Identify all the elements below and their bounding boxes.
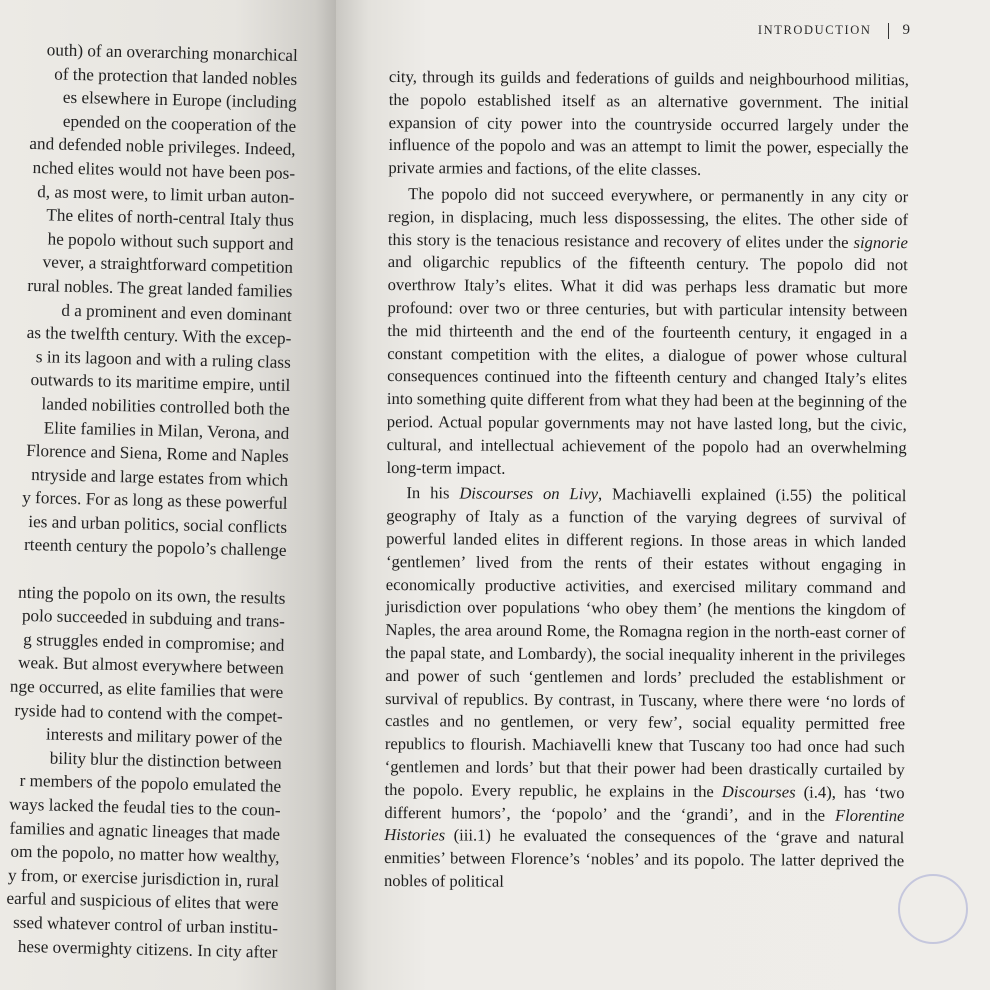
left-page-line: nge occurred, as elite families that were: [9, 676, 284, 702]
left-page-line: s in its lagoon and with a ruling class: [35, 346, 291, 372]
left-page: [0, 0, 336, 990]
left-page-text: [0, 32, 298, 964]
left-page-line: as the twelfth century. With the excep-: [26, 323, 292, 349]
paragraph-3: [384, 482, 906, 896]
left-page-line: The elites of north-central Italy thus: [46, 205, 295, 231]
right-page-body: [384, 66, 909, 896]
left-page-line: weak. But almost everywhere between: [17, 653, 285, 679]
section-title: INTRODUCTION: [757, 23, 872, 37]
left-page-line: ryside had to contend with the compet-: [14, 700, 283, 726]
left-page-line: g struggles ended in compromise; and: [23, 629, 285, 655]
paragraph-3-text-b: , Machiavelli explained (i.55) the political geography of Italy as a function of the varying degrees of survival of powerful landed elites in different regions. In those areas in which landed ‘gentlemen’ lived from the rents of their estates without engaging in economically productive activities, and exercised military command and jurisdiction over populations ‘who obey them’ (he mentions the kingdom of Naples, the area around Rome, the Romagna region in the north-east corner of the papal state, and Lombardy), the social inequality inherent in the privileges and power of such ‘gentlemen and lords’ precluded the establishment or survival of republics. By contrast, in Tuscany, where there were ‘no lords of castles and no gentlemen, or very few’, social equality permitted free republics to flourish. Machiavelli knew that Tuscany too had once had such ‘gentlemen and lords’ but that their power had been drastically curtailed by the popolo. Every republic, he explains in the: [384, 484, 907, 801]
header-divider: [888, 23, 889, 39]
left-page-line: d a prominent and even dominant: [61, 300, 293, 325]
left-page-line: om the popolo, no matter how wealthy,: [10, 841, 280, 867]
left-page-line: bility blur the distinction between: [49, 748, 282, 773]
left-page-line: earful and suspicious of elites that were: [6, 888, 279, 915]
paragraph-3-italic-2: Discourses: [721, 781, 796, 802]
page-number: 9: [902, 22, 910, 38]
running-head: [758, 22, 910, 39]
left-page-line: es elsewhere in Europe (including: [62, 87, 297, 113]
paragraph-1: [388, 66, 909, 183]
left-page-line: hese overmighty citizens. In city after: [17, 936, 278, 962]
left-page-line: interests and military power of the: [45, 724, 283, 750]
left-page-line: y from, or exercise jurisdiction in, rural: [7, 865, 280, 891]
left-page-line: of the protection that landed nobles: [54, 64, 298, 89]
left-page-line: landed nobilities controlled both the: [41, 394, 290, 419]
paragraph-3-italic-1: Discourses on Livy: [459, 483, 599, 504]
left-page-line: nting the popolo on its own, the results: [17, 582, 286, 608]
left-page-line: families and agnatic lineages that made: [9, 818, 281, 844]
paragraph-2: [386, 183, 908, 483]
paragraph-3-text-a: In his: [406, 483, 460, 503]
left-page-line: r members of the popolo emulated the: [19, 771, 282, 797]
left-page-line: polo succeeded in subduing and trans-: [21, 606, 286, 632]
left-page-line: ways lacked the feudal ties to the coun-: [8, 794, 281, 820]
left-page-line: he popolo without such support and: [47, 229, 294, 254]
left-page-line: rteenth century the popolo’s challenge: [23, 535, 287, 561]
paragraph-3-text-c: (i.4), has ‘two different humors’, the ‘popolo’ and the ‘grandi’, and in the: [384, 782, 905, 825]
left-page-line: outwards to its maritime empire, until: [30, 370, 291, 396]
right-page: [336, 0, 990, 990]
paragraph-2-text-b: and oligarchic republics of the fifteenth century. The popolo did not overthrow Italy’s elites. What it did was perhaps less dramatic but more profound: over two or three centuries, but with particular intensity between the mid thirteenth and the end of the fourteenth century, it engaged in a constant competition with the elites, a dialogue of power whose cultural consequences continued into the fifteenth century and changed Italy’s elites into something quite different from what they had been at the beginning of the period. Actual popular governments may not have lasted long, but the civic, cultural, and intellectual achievement of the popolo had an overwhelming long-term impact.: [386, 252, 908, 478]
left-page-line: ntryside and large estates from which: [31, 464, 289, 490]
paragraph-3-italic-3: Florentine Histories: [384, 805, 905, 845]
left-page-line: y forces. For as long as these powerful: [22, 488, 288, 514]
watermark-stamp: [898, 874, 968, 944]
left-page-line: ies and urban politics, social conflicts: [28, 511, 288, 537]
left-page-line: Elite families in Milan, Verona, and: [43, 417, 290, 443]
left-page-line: epended on the cooperation of the: [62, 111, 297, 136]
paragraph-2-italic: signorie: [853, 232, 908, 252]
paragraph-1-text: city, through its guilds and federations of guilds and neighbourhood militias, the popolo established itself as an alternative government. The initial expansion of city power into the countryside occurred largely under the influence of the popolo and was an attempt to limit the power, especially the private armies and factions, of the elite classes.: [388, 66, 909, 180]
left-page-line: d, as most were, to limit urban auton-: [37, 181, 295, 207]
paragraph-2-text-a: The popolo did not succeed everywhere, or permanently in any city or region, in displacing, much less dispossessing, the elites. The other side of this story is the tenacious resistance and recovery of elites under the: [387, 184, 909, 252]
left-page-line: ssed whatever control of urban institu-: [12, 912, 279, 938]
left-page-line: and defended noble privileges. Indeed,: [29, 134, 296, 160]
paragraph-3-text-d: (iii.1) he evaluated the consequences of the ‘grave and natural enmities’ between Florence’s ‘nobles’ and its popolo. The latter deprived the nobles of political: [383, 825, 905, 891]
left-page-line: Florence and Siena, Rome and Naples: [25, 441, 289, 466]
left-page-line: nched elites would not have been pos-: [32, 157, 296, 183]
left-page-line: outh) of an overarching monarchical: [46, 40, 298, 65]
left-page-line: vever, a straightforward competition: [42, 252, 294, 278]
left-page-line: rural nobles. The great landed families: [27, 275, 293, 301]
